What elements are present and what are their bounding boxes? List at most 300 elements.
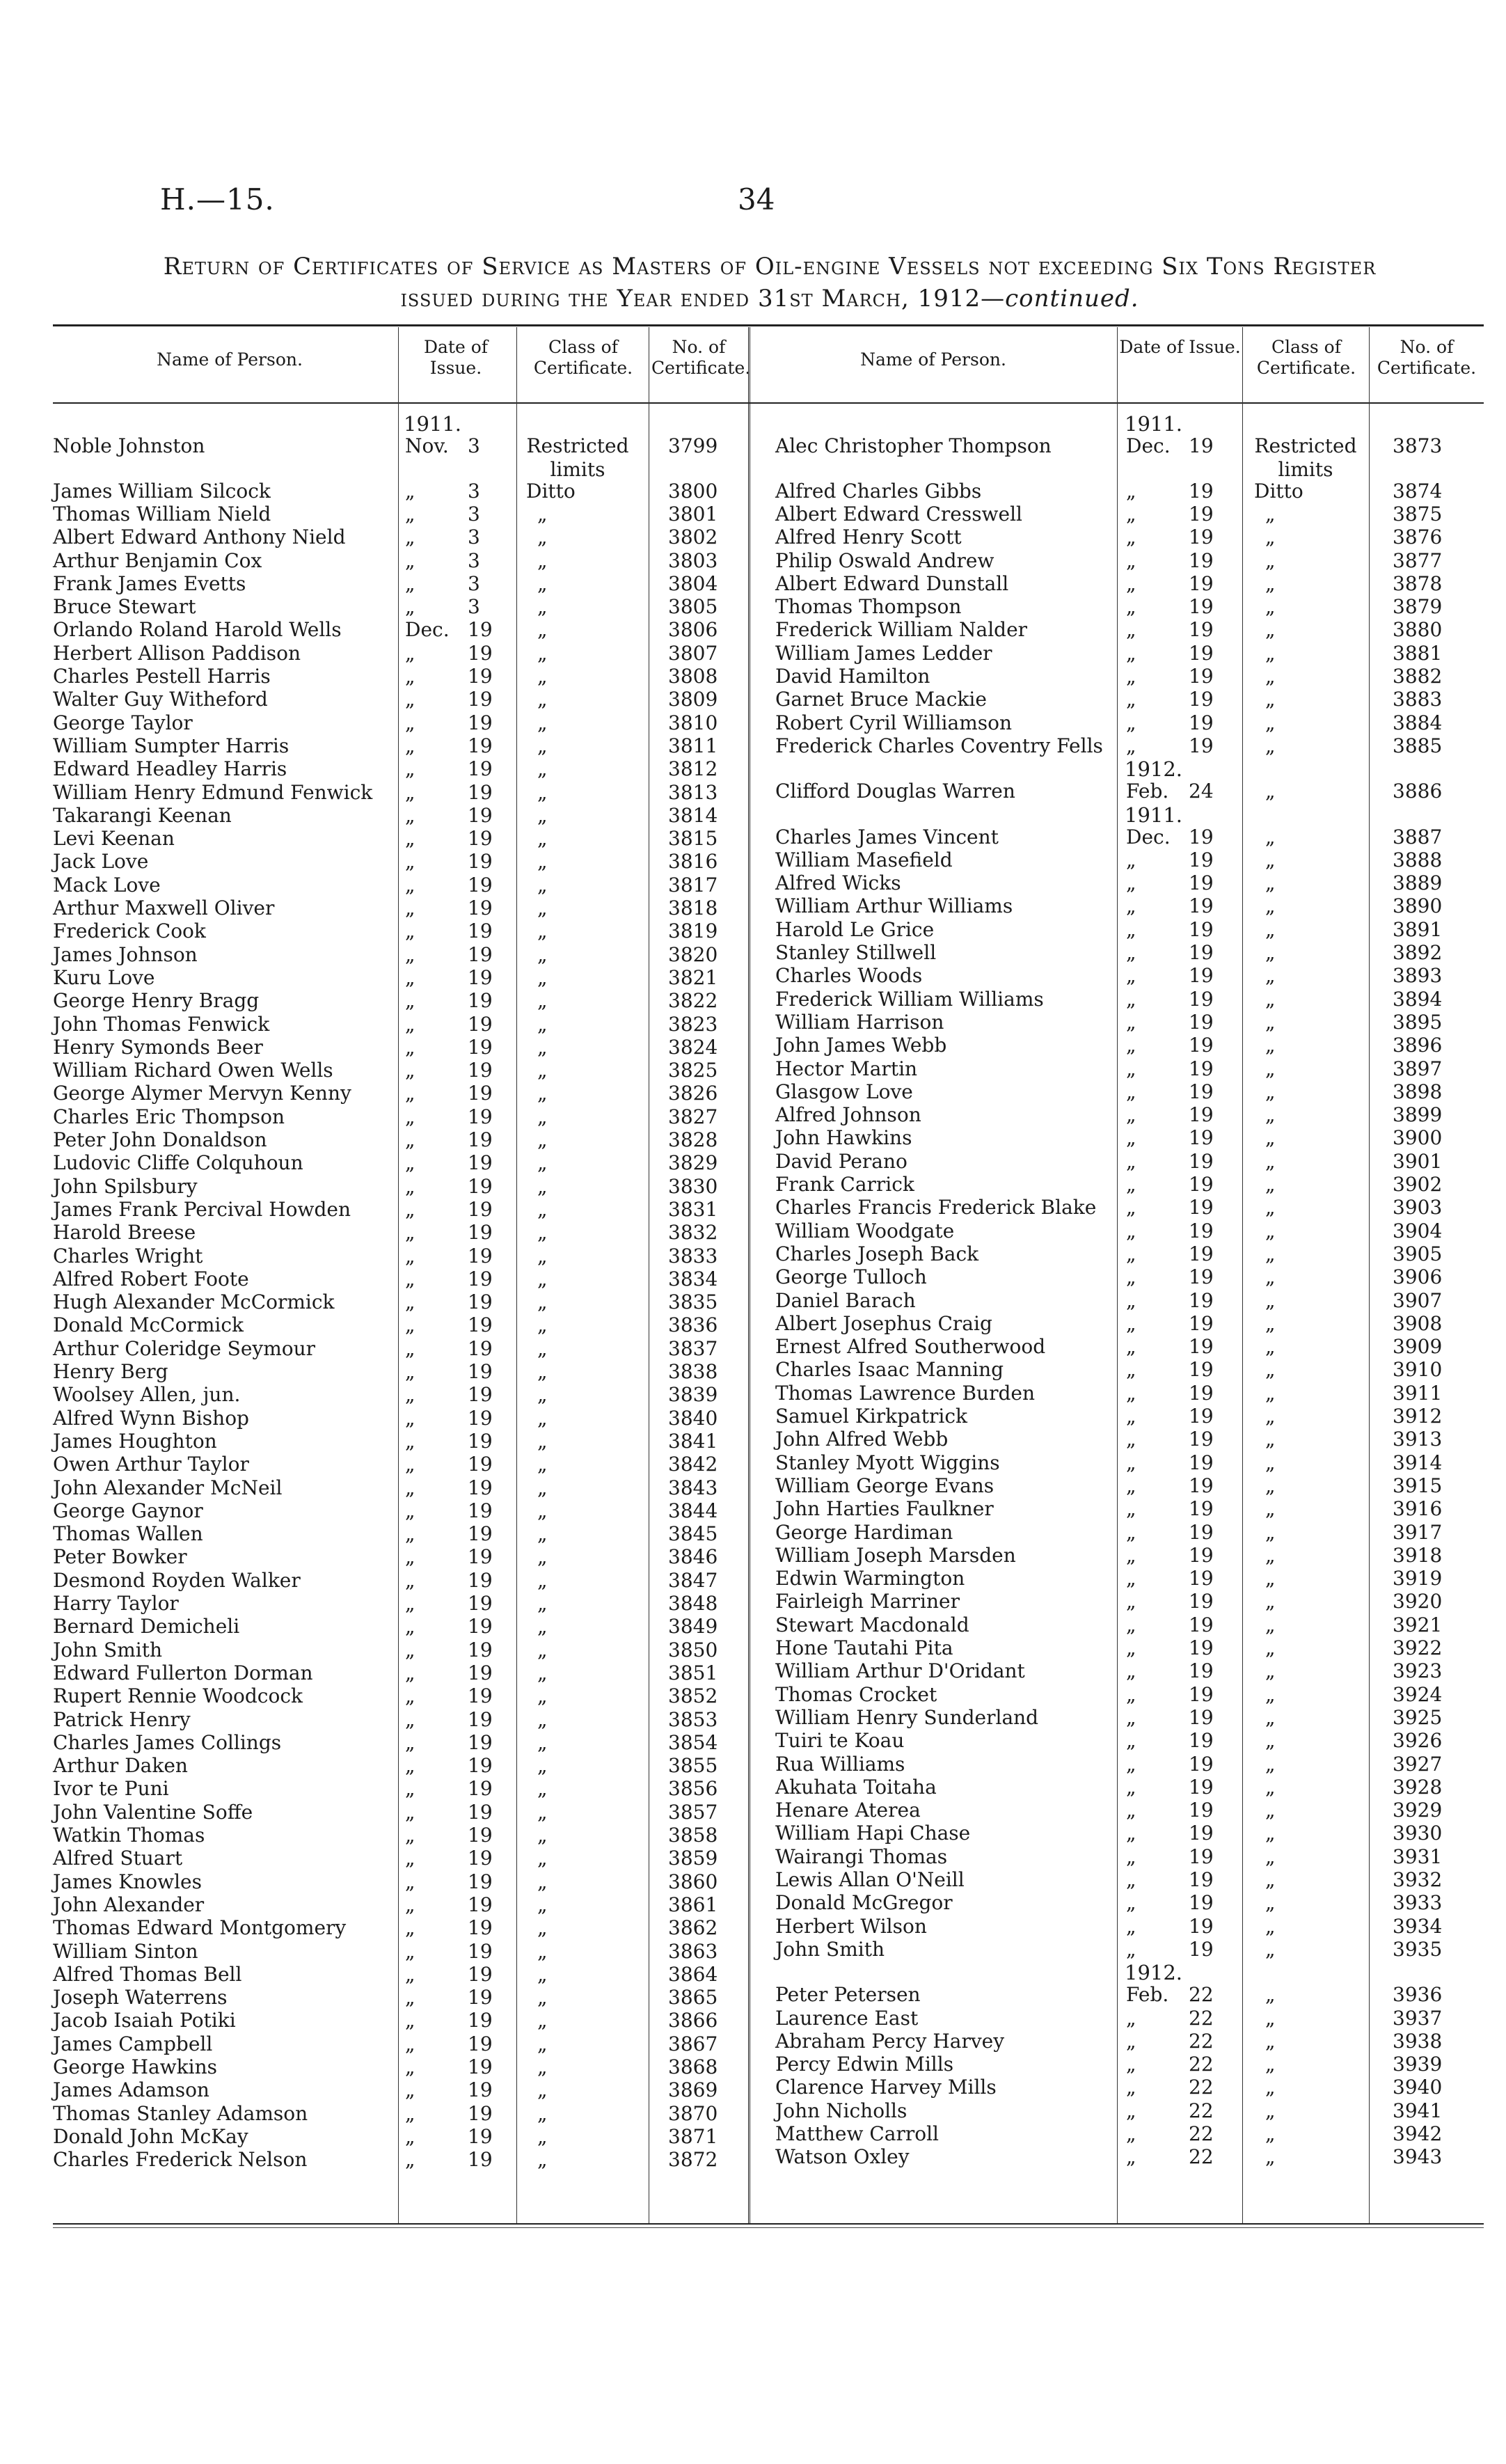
table-row [0, 1822, 1506, 1845]
issue-day: 19 [468, 1684, 493, 1708]
issue-month: „ [1126, 1868, 1136, 1891]
issue-day: 19 [1189, 1937, 1214, 1961]
table-row [0, 711, 1506, 735]
table-row [0, 894, 1506, 918]
certificate-class: „ [1265, 1729, 1276, 1753]
issue-day: 19 [1189, 1010, 1214, 1034]
certificate-number: 3847 [668, 1568, 718, 1592]
certificate-class: „ [1265, 1451, 1276, 1474]
issue-day: 19 [468, 1638, 493, 1661]
table-row [0, 1173, 1506, 1197]
person-name: James Campbell [53, 2032, 213, 2055]
issue-month: „ [405, 1522, 415, 1546]
person-name: Charles Pestell Harris [53, 665, 271, 688]
issue-month: „ [1126, 1937, 1136, 1961]
certificate-number: 3864 [668, 1962, 718, 1986]
person-name: Peter Petersen [775, 1983, 921, 2007]
table-row [0, 434, 1506, 481]
year-label: 1911. [404, 412, 462, 436]
certificate-class: „ [537, 1035, 548, 1059]
issue-month: „ [1126, 1149, 1136, 1173]
certificate-number: 3878 [1393, 571, 1443, 595]
table-row [0, 1683, 1506, 1707]
certificate-number: 3873 [1393, 434, 1443, 457]
certificate-number: 3812 [668, 757, 718, 781]
issue-month: „ [1126, 1520, 1136, 1544]
certificate-number: 3805 [668, 595, 718, 619]
certificate-number: 3903 [1393, 1196, 1443, 1219]
certificate-number: 3836 [668, 1313, 718, 1337]
certificate-number: 3885 [1393, 734, 1443, 757]
col-header-date-right: Date of Issue. [1119, 337, 1241, 357]
certificate-class: „ [537, 1824, 548, 1847]
issue-day: 19 [468, 2055, 493, 2078]
issue-month: „ [405, 1545, 415, 1569]
certificate-number: 3891 [1393, 917, 1443, 941]
table-row [0, 941, 1506, 965]
certificate-number: 3930 [1393, 1822, 1443, 1845]
issue-day: 19 [468, 1522, 493, 1546]
certificate-class: „ [1265, 2076, 1276, 2099]
person-name: Edwin Warmington [775, 1567, 965, 1590]
person-name: Edward Headley Harris [53, 757, 287, 781]
issue-month: „ [1126, 1729, 1136, 1753]
person-name: Bernard Demicheli [53, 1615, 240, 1638]
issue-day: 19 [1189, 595, 1214, 619]
issue-day: 22 [1189, 2029, 1214, 2053]
issue-day: 19 [1189, 479, 1214, 503]
certificate-class: „ [1265, 917, 1276, 941]
issue-day: 19 [468, 965, 493, 989]
issue-month: „ [1126, 1682, 1136, 1706]
certificate-number: 3803 [668, 548, 718, 572]
issue-day: 19 [468, 1962, 493, 1986]
certificate-class: „ [537, 1777, 548, 1801]
certificate-number: 3837 [668, 1336, 718, 1360]
table-row [0, 871, 1506, 895]
issue-month: „ [405, 1267, 415, 1290]
certificate-class: Ditto [1254, 479, 1303, 503]
certificate-class: „ [537, 595, 548, 619]
certificate-number: 3876 [1393, 526, 1443, 549]
issue-day: 19 [468, 711, 493, 734]
certificate-class: „ [1265, 848, 1276, 871]
issue-month: „ [405, 1453, 415, 1476]
certificate-number: 3815 [668, 827, 718, 851]
issue-day: 19 [1189, 1173, 1214, 1196]
issue-month: „ [405, 1012, 415, 1036]
issue-day: 19 [468, 1777, 493, 1801]
person-name: Stanley Myott Wiggins [775, 1451, 1000, 1474]
issue-month: „ [1126, 941, 1136, 964]
issue-month: „ [1126, 2099, 1136, 2122]
person-name: Akuhata Toitaha [775, 1775, 937, 1799]
issue-day: 22 [1189, 2006, 1214, 2030]
certificate-class: „ [1265, 1983, 1276, 2007]
certificate-number: 3925 [1393, 1705, 1443, 1729]
person-name: George Alymer Mervyn Kenny [53, 1082, 351, 1105]
issue-day: 19 [1189, 1242, 1214, 1265]
issue-month: „ [1126, 1474, 1136, 1497]
table-row [0, 1103, 1506, 1127]
issue-month: „ [405, 1939, 415, 1963]
person-name: Charles Woods [775, 964, 923, 988]
certificate-class: „ [537, 2148, 548, 2172]
table-row [0, 1613, 1506, 1637]
issue-month: „ [1126, 502, 1136, 526]
issue-day: 19 [1189, 1265, 1214, 1289]
issue-day: 19 [468, 1847, 493, 1870]
issue-month: „ [1126, 571, 1136, 595]
person-name: John Alfred Webb [775, 1428, 949, 1451]
issue-month: „ [405, 1383, 415, 1407]
certificate-number: 3888 [1393, 848, 1443, 871]
issue-day: 19 [1189, 1335, 1214, 1359]
person-name: George Taylor [53, 711, 193, 734]
certificate-number: 3855 [668, 1754, 718, 1778]
issue-month: „ [1126, 1845, 1136, 1868]
table-row [0, 1312, 1506, 1336]
certificate-class: „ [537, 1105, 548, 1128]
certificate-class: „ [1265, 1845, 1276, 1868]
person-name: Watkin Thomas [53, 1824, 205, 1847]
certificate-class: „ [537, 1128, 548, 1151]
person-name: George Henry Bragg [53, 989, 260, 1013]
certificate-class: „ [537, 2055, 548, 2078]
person-name: Watson Oxley [775, 2145, 910, 2169]
table-row [0, 2076, 1506, 2099]
person-name: William Arthur D'Oridant [775, 1659, 1025, 1683]
issue-day: 19 [468, 2078, 493, 2102]
person-name: Glasgow Love [775, 1080, 913, 1103]
certificate-class: „ [537, 1800, 548, 1824]
person-name: John Smith [775, 1937, 885, 1961]
certificate-number: 3935 [1393, 1937, 1443, 1961]
certificate-number: 3833 [668, 1244, 718, 1267]
issue-month: „ [405, 1800, 415, 1824]
person-name: David Perano [775, 1149, 907, 1173]
issue-month: „ [1126, 479, 1136, 503]
issue-month: „ [1126, 1335, 1136, 1359]
certificate-class: Restricted limits [526, 434, 629, 481]
table-row [0, 1242, 1506, 1266]
certificate-class: „ [1265, 1358, 1276, 1382]
certificate-class: „ [1265, 665, 1276, 688]
certificate-number: 3897 [1393, 1057, 1443, 1080]
table-row [0, 734, 1506, 758]
certificate-class: „ [1265, 2122, 1276, 2145]
certificate-number: 3851 [668, 1661, 718, 1684]
title-line-1: Return of Certificates of Service as Masters of Oil-engine Vessels not exceeding Six Tons Register [163, 253, 1377, 281]
issue-day: 19 [468, 1406, 493, 1430]
table-row [0, 1196, 1506, 1219]
certificate-number: 3918 [1393, 1543, 1443, 1567]
certificate-class: „ [1265, 1497, 1276, 1521]
certificate-class: „ [1265, 825, 1276, 848]
certificate-class: „ [1265, 941, 1276, 964]
issue-day: 19 [468, 1267, 493, 1290]
issue-month: „ [405, 1916, 415, 1940]
issue-month: „ [1126, 1775, 1136, 1799]
table-row [0, 757, 1506, 781]
certificate-number: 3869 [668, 2078, 718, 2102]
issue-month: „ [1126, 1288, 1136, 1312]
person-name: William Woodgate [775, 1219, 955, 1242]
issue-day: 19 [468, 803, 493, 827]
table-row [0, 1915, 1506, 1938]
certificate-number: 3898 [1393, 1080, 1443, 1103]
table-row [0, 1753, 1506, 1776]
person-name: Garnet Bruce Mackie [775, 688, 987, 711]
issue-month: „ [405, 711, 415, 734]
table-row [0, 2145, 1506, 2169]
page-header [0, 182, 1506, 224]
person-name: Donald McGregor [775, 1891, 953, 1915]
person-name: Alfred Johnson [775, 1103, 921, 1127]
certificate-class: „ [537, 1197, 548, 1221]
title-continued: continued. [1005, 285, 1139, 313]
issue-month: „ [405, 1336, 415, 1360]
certificate-number: 3904 [1393, 1219, 1443, 1242]
issue-day: 19 [1189, 1358, 1214, 1382]
certificate-number: 3825 [668, 1059, 718, 1082]
issue-month: „ [1126, 1311, 1136, 1335]
person-name: Thomas Lawrence Burden [775, 1381, 1035, 1405]
issue-month: „ [1126, 2029, 1136, 2053]
issue-day: 19 [1189, 871, 1214, 895]
certificate-class: „ [1265, 1196, 1276, 1219]
certificate-class: „ [537, 1059, 548, 1082]
issue-day: 19 [468, 1661, 493, 1684]
issue-day: 3 [468, 595, 480, 619]
certificate-class: „ [537, 1453, 548, 1476]
issue-month: „ [1126, 1034, 1136, 1057]
certificate-number: 3871 [668, 2124, 718, 2148]
person-name: Thomas Crocket [775, 1682, 937, 1706]
certificate-class: „ [537, 1592, 548, 1615]
table-row [0, 1983, 1506, 2007]
certificate-number: 3884 [1393, 711, 1443, 734]
certificate-class: „ [1265, 502, 1276, 526]
certificate-class: „ [537, 1244, 548, 1267]
certificate-number: 3937 [1393, 2006, 1443, 2030]
year-label: 1912. [1125, 1961, 1183, 1985]
person-name: Donald John McKay [53, 2124, 248, 2148]
certificate-class: „ [537, 1360, 548, 1383]
issue-day: 19 [468, 1476, 493, 1499]
table-row [0, 688, 1506, 711]
certificate-number: 3910 [1393, 1358, 1443, 1382]
table-row [0, 1590, 1506, 1613]
certificate-class: „ [537, 1986, 548, 2009]
certificate-class: „ [537, 757, 548, 781]
issue-day: 19 [468, 1336, 493, 1360]
certificate-class: „ [1265, 641, 1276, 665]
issue-day: 19 [468, 1360, 493, 1383]
table-row [0, 2122, 1506, 2146]
table-row [0, 1938, 1506, 1961]
issue-day: 3 [468, 548, 480, 572]
certificate-class: Ditto [526, 479, 576, 503]
issue-month: „ [405, 757, 415, 781]
issue-day: 19 [1189, 1543, 1214, 1567]
issue-day: 19 [1189, 1799, 1214, 1822]
issue-day: 19 [468, 873, 493, 897]
person-name: Ivor te Puni [53, 1777, 169, 1801]
person-name: William Richard Owen Wells [53, 1059, 333, 1082]
certificate-class: „ [537, 1730, 548, 1754]
issue-month: „ [1126, 595, 1136, 619]
issue-month: „ [405, 2078, 415, 2102]
col-header-name-left: Name of Person. [157, 349, 303, 370]
issue-month: „ [405, 1754, 415, 1778]
person-name: Charles James Vincent [775, 825, 999, 848]
table-row [0, 2053, 1506, 2076]
certificate-number: 3832 [668, 1221, 718, 1245]
issue-day: 19 [1189, 1729, 1214, 1753]
certificate-number: 3881 [1393, 641, 1443, 665]
table-row [0, 1080, 1506, 1104]
certificate-number: 3900 [1393, 1126, 1443, 1150]
issue-day: 19 [1189, 1057, 1214, 1080]
issue-day: 19 [468, 734, 493, 757]
person-name: Robert Cyril Williamson [775, 711, 1013, 734]
issue-month: „ [1126, 1914, 1136, 1938]
person-name: Charles Joseph Back [775, 1242, 979, 1265]
issue-month: „ [405, 1777, 415, 1801]
certificate-class: „ [537, 1336, 548, 1360]
certificate-class: „ [537, 965, 548, 989]
person-name: Lewis Allan O'Neill [775, 1868, 965, 1891]
issue-day: 19 [1189, 1311, 1214, 1335]
certificate-number: 3908 [1393, 1311, 1443, 1335]
issue-month: „ [1126, 1659, 1136, 1683]
issue-day: 19 [1189, 894, 1214, 918]
person-name: John James Webb [775, 1034, 947, 1057]
certificate-class: „ [1265, 964, 1276, 988]
certificate-number: 3840 [668, 1406, 718, 1430]
certificate-number: 3813 [668, 780, 718, 804]
issue-month: „ [405, 548, 415, 572]
person-name: William Henry Sunderland [775, 1705, 1039, 1729]
certificate-number: 3927 [1393, 1752, 1443, 1776]
issue-day: 19 [1189, 618, 1214, 642]
issue-month: „ [405, 1035, 415, 1059]
certificate-class: „ [1265, 1775, 1276, 1799]
certificate-number: 3922 [1393, 1636, 1443, 1659]
certificate-number: 3889 [1393, 871, 1443, 895]
certificate-class: „ [537, 711, 548, 734]
issue-day: 3 [468, 502, 480, 526]
issue-day: 19 [468, 1499, 493, 1522]
issue-day: 19 [468, 1615, 493, 1638]
person-name: Levi Keenan [53, 827, 175, 851]
person-name: Thomas William Nield [53, 502, 271, 526]
table-row [0, 618, 1506, 642]
certificate-class: „ [537, 2078, 548, 2102]
certificate-number: 3919 [1393, 1567, 1443, 1590]
person-name: Stewart Macdonald [775, 1613, 969, 1636]
certificate-number: 3814 [668, 803, 718, 827]
table-row [0, 804, 1506, 828]
certificate-number: 3906 [1393, 1265, 1443, 1289]
issue-day: 19 [468, 1592, 493, 1615]
certificate-class: „ [1265, 2029, 1276, 2053]
certificate-number: 3902 [1393, 1173, 1443, 1196]
year-label: 1911. [1125, 412, 1183, 436]
issue-month: „ [405, 1313, 415, 1337]
person-name: Fairleigh Marriner [775, 1590, 960, 1613]
person-name: Herbert Allison Paddison [53, 641, 301, 665]
issue-day: 19 [468, 757, 493, 781]
certificate-number: 3917 [1393, 1520, 1443, 1544]
issue-day: 19 [1189, 1613, 1214, 1636]
issue-month: „ [1126, 1891, 1136, 1915]
issue-day: 19 [468, 1707, 493, 1731]
issue-month: „ [1126, 1799, 1136, 1822]
certificate-number: 3877 [1393, 548, 1443, 572]
certificate-class: „ [537, 618, 548, 642]
issue-month: „ [405, 1638, 415, 1661]
certificate-number: 3882 [1393, 665, 1443, 688]
certificate-number: 3887 [1393, 825, 1443, 848]
issue-month: „ [405, 2009, 415, 2032]
person-name: Jack Love [53, 850, 149, 874]
certificate-number: 3819 [668, 919, 718, 943]
table-row [0, 1706, 1506, 1730]
col-header-class-right: Class of Certificate. [1256, 337, 1356, 378]
issue-day: 19 [468, 942, 493, 966]
issue-day: 19 [468, 1730, 493, 1754]
person-name: Henry Berg [53, 1360, 168, 1383]
table-row [0, 1382, 1506, 1405]
certificate-number: 3810 [668, 711, 718, 734]
issue-month: „ [1126, 2122, 1136, 2145]
issue-day: 19 [468, 1082, 493, 1105]
table-row [0, 1521, 1506, 1545]
issue-day: 19 [468, 1545, 493, 1569]
issue-month: „ [405, 827, 415, 851]
issue-day: 19 [1189, 1845, 1214, 1868]
certificate-class: „ [537, 1615, 548, 1638]
issue-month: „ [1126, 1543, 1136, 1567]
person-name: John Nicholls [775, 2099, 907, 2122]
issue-month: „ [1126, 1103, 1136, 1127]
certificate-number: 3841 [668, 1429, 718, 1453]
certificate-class: „ [1265, 2053, 1276, 2076]
person-name: Alec Christopher Thompson [775, 434, 1052, 457]
table-row [0, 642, 1506, 665]
certificate-class: „ [537, 803, 548, 827]
issue-day: 19 [468, 665, 493, 688]
certificate-class: „ [1265, 1381, 1276, 1405]
issue-day: 19 [1189, 1149, 1214, 1173]
certificate-number: 3859 [668, 1847, 718, 1870]
certificate-class: „ [537, 1545, 548, 1569]
issue-month: „ [1126, 665, 1136, 688]
certificate-number: 3806 [668, 618, 718, 642]
table-row [0, 1126, 1506, 1150]
year-label: 1912. [1125, 757, 1183, 782]
issue-day: 19 [1189, 1497, 1214, 1521]
person-name: Stanley Stillwell [775, 941, 937, 964]
certificate-class: „ [537, 1151, 548, 1175]
person-name: Frank Carrick [775, 1173, 914, 1196]
issue-day: 19 [1189, 434, 1214, 457]
issue-month: „ [405, 1684, 415, 1708]
person-name: James William Silcock [53, 479, 271, 503]
issue-month: „ [405, 688, 415, 711]
